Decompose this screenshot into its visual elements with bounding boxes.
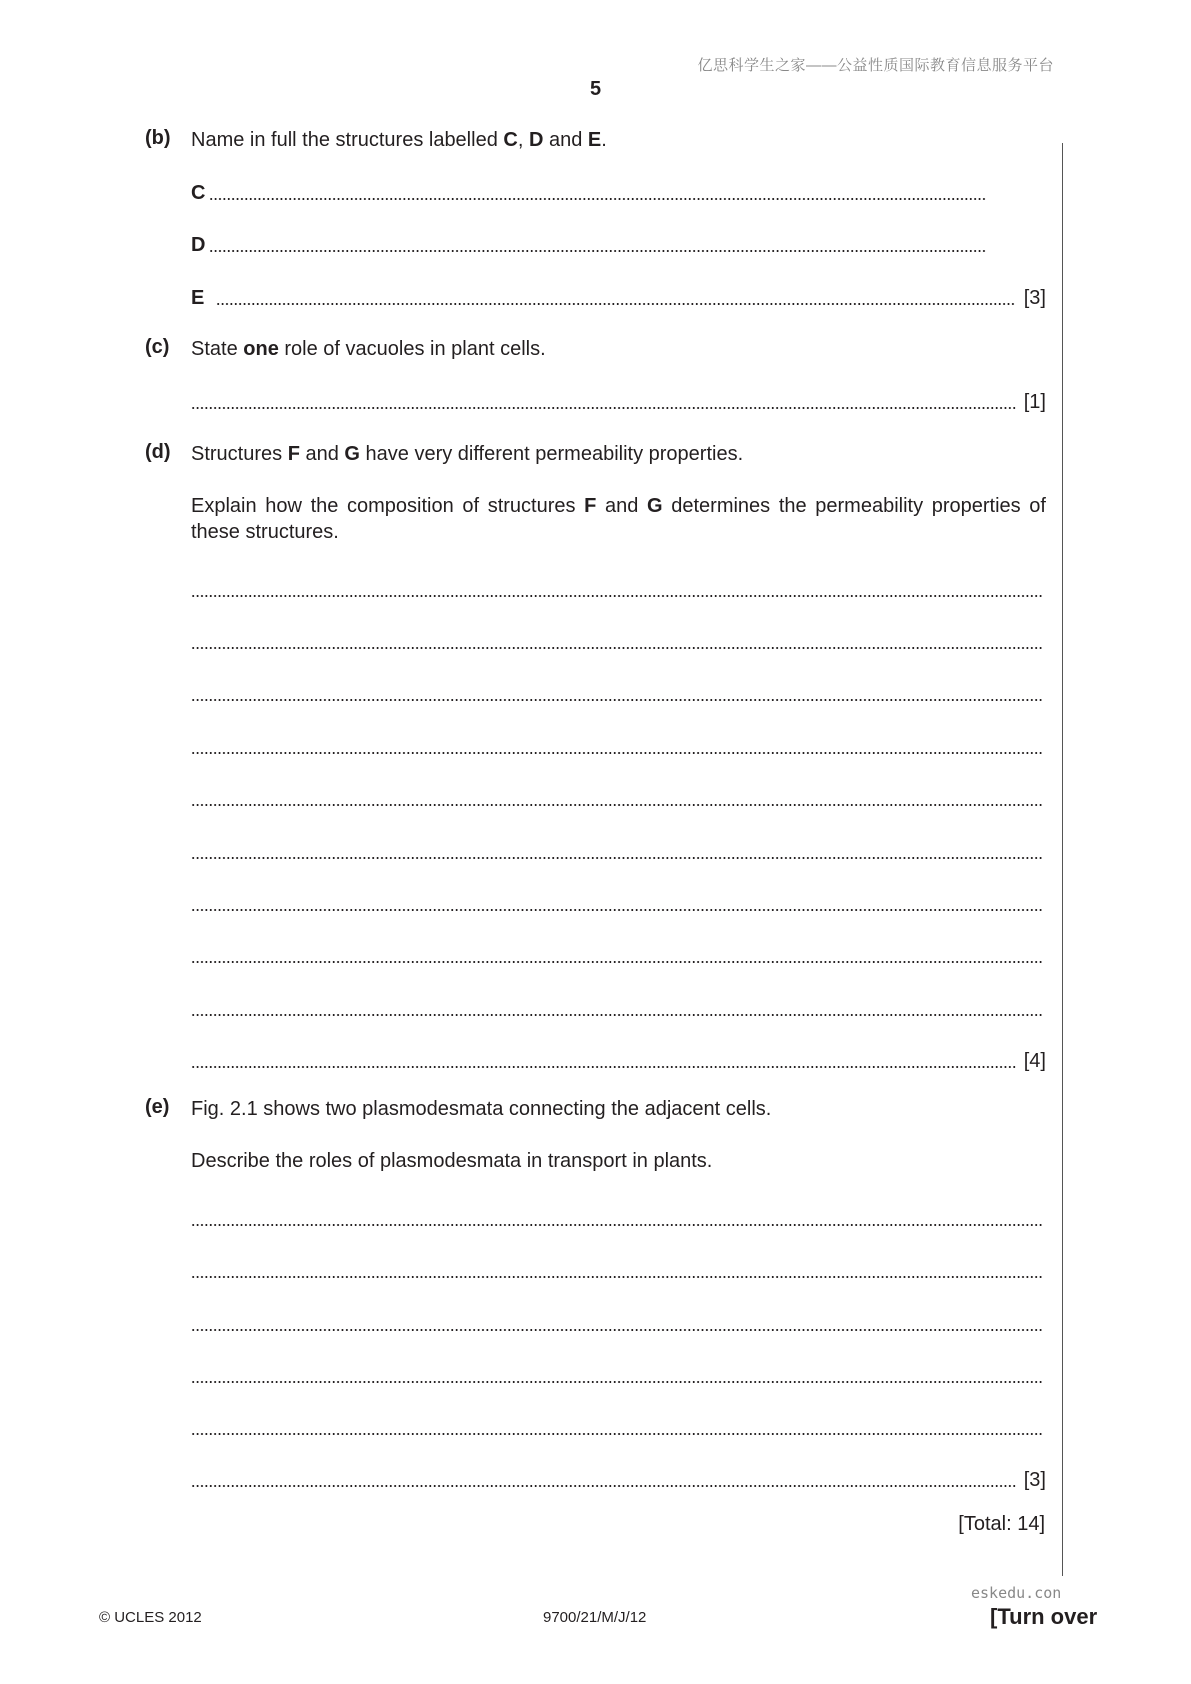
question-b-text: Name in full the structures labelled C, D and E. [191,129,607,151]
question-c-label: (c) [145,336,170,358]
answer-line-e-5[interactable] [191,1414,1042,1440]
answer-line-d-9[interactable] [191,995,1042,1021]
answer-line-c[interactable]: C [191,179,986,205]
answer-line-e-4[interactable] [191,1362,1042,1388]
copyright: © UCLES 2012 [99,1609,202,1626]
answer-line-e-3[interactable] [191,1310,1042,1336]
answer-line-d-7[interactable] [191,890,1042,916]
answer-line-e-2[interactable] [191,1257,1042,1283]
question-c-text: State one role of vacuoles in plant cells. [191,338,546,360]
question-d-label: (d) [145,441,171,463]
answer-line-d[interactable]: D [191,231,986,257]
answer-line-e-1[interactable] [191,1205,1042,1231]
watermark-bottom: eskedu.con [971,1584,1062,1602]
mark-b: [3] [1023,287,1046,309]
answer-line-d-5[interactable] [191,785,1042,811]
margin-line [1062,143,1063,1576]
answer-line-e[interactable]: E [3] [191,287,1046,309]
question-e-text: Fig. 2.1 shows two plasmodesmata connecting the adjacent cells. [191,1098,772,1120]
mark-e: [3] [1023,1469,1046,1491]
mark-d: [4] [1023,1050,1046,1072]
paper-code: 9700/21/M/J/12 [543,1609,647,1626]
question-b-label: (b) [145,127,171,149]
mark-c: [1] [1023,391,1046,413]
question-d-text: Structures F and G have very different permeability properties. [191,443,744,465]
page-number: 5 [589,78,602,100]
answer-line-d-2[interactable] [191,628,1042,654]
answer-line-d-8[interactable] [191,942,1042,968]
total-marks: [Total: 14] [958,1513,1045,1535]
watermark-top: 亿思科学生之家——公益性质国际教育信息服务平台 [697,57,1054,74]
answer-line-d-1[interactable] [191,576,1042,602]
answer-line-d-4[interactable] [191,733,1042,759]
answer-line-c-1[interactable] [191,388,1046,414]
question-e-label: (e) [145,1096,170,1118]
answer-line-d-3[interactable] [191,680,1042,706]
question-d-instruction: Explain how the composition of structures F and G determines the permeability properties of these structures. [191,495,1046,543]
answer-line-e-6[interactable] [191,1466,1046,1492]
answer-line-d-10[interactable] [191,1047,1046,1073]
answer-line-d-6[interactable] [191,838,1042,864]
question-e-instruction: Describe the roles of plasmodesmata in transport in plants. [191,1150,713,1172]
turn-over: [Turn over [990,1604,1098,1629]
